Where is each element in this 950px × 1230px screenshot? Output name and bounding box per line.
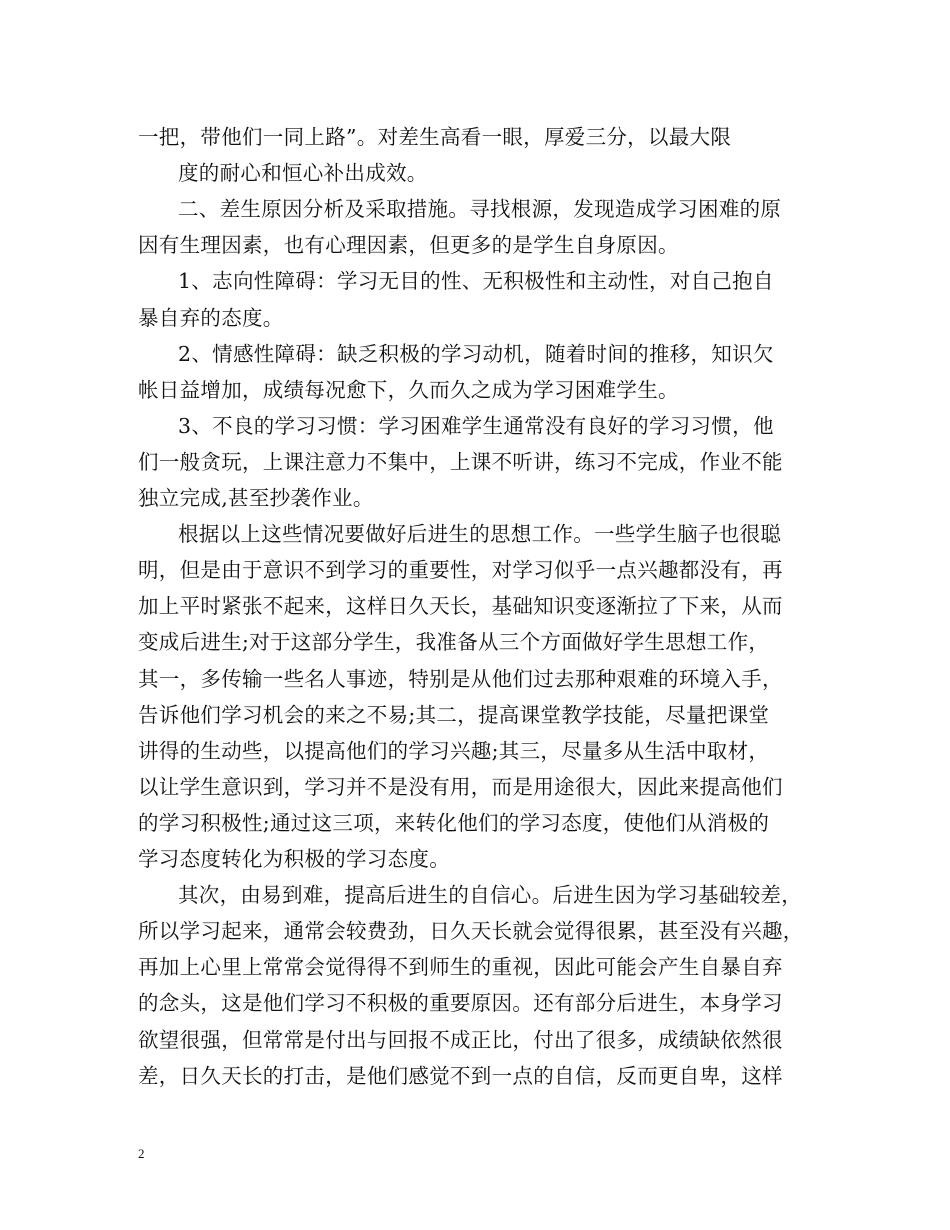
text-line: 其一，多传输一些名人事迹，特别是从他们过去那种艰难的环境入手， bbox=[138, 666, 783, 691]
text-line: 的念头，这是他们学习不积极的重要原因。还有部分后进生，本身学习 bbox=[138, 991, 783, 1016]
text-line: 加上平时紧张不起来，这样日久天长，基础知识变逐渐拉了下来，从而 bbox=[138, 594, 783, 619]
text-line: 变成后进生;对于这部分学生，我准备从三个方面做好学生思想工作， bbox=[138, 630, 770, 655]
text-line: 暴自弃的态度。 bbox=[138, 305, 284, 330]
text-line: 欲望很强，但常常是付出与回报不成正比，付出了很多，成绩缺依然很 bbox=[138, 1027, 783, 1052]
text-line: 告诉他们学习机会的来之不易;其二，提高课堂教学技能，尽量把课堂 bbox=[138, 702, 770, 727]
text-line: 所以学习起来，通常会较费劲，日久天长就会觉得很累，甚至没有兴趣， bbox=[138, 919, 804, 944]
text-line: 再加上心里上常常会觉得得不到师生的重视，因此可能会产生自暴自弃 bbox=[138, 955, 783, 980]
text-line: 以让学生意识到，学习并不是没有用，而是用途很大，因此来提高他们 bbox=[138, 774, 783, 799]
text-line: 明，但是由于意识不到学习的重要性，对学习似乎一点兴趣都没有，再 bbox=[138, 558, 783, 583]
text-line: 1、志向性障碍：学习无目的性、无积极性和主动性，对自己抱自 bbox=[178, 269, 774, 294]
text-line: 二、差生原因分析及采取措施。寻找根源，发现造成学习困难的原 bbox=[178, 197, 782, 222]
text-line: 其次，由易到难，提高后进生的自信心。后进生因为学习基础较差， bbox=[178, 883, 802, 908]
text-line: 独立完成,甚至抄袭作业。 bbox=[138, 486, 374, 510]
text-line: 差，日久天长的打击，是他们感觉不到一点的自信，反而更自卑，这样 bbox=[138, 1063, 783, 1088]
text-line: 3、不良的学习习惯：学习困难学生通常没有良好的学习习惯，他 bbox=[178, 413, 774, 438]
page-number: 2 bbox=[138, 1146, 145, 1161]
text-line: 根据以上这些情况要做好后进生的思想工作。一些学生脑子也很聪 bbox=[178, 522, 782, 547]
text-line: 帐日益增加，成绩每况愈下，久而久之成为学习困难学生。 bbox=[138, 377, 679, 402]
text-line: 们一般贪玩，上课注意力不集中，上课不听讲，练习不完成，作业不能 bbox=[138, 449, 783, 474]
text-line: 一把，带他们一同上路”。对差生高看一眼，厚爱三分，以最大限 bbox=[138, 125, 732, 149]
text-line: 因有生理因素，也有心理因素，但更多的是学生自身原因。 bbox=[138, 233, 679, 258]
text-line: 2、情感性障碍：缺乏积极的学习动机，随着时间的推移，知识欠 bbox=[178, 341, 774, 366]
text-line: 度的耐心和恒心补出成效。 bbox=[178, 161, 428, 186]
text-line: 学习态度转化为积极的学习态度。 bbox=[138, 847, 450, 871]
text-line: 的学习积极性;通过这三项，来转化他们的学习态度，使他们从消极的 bbox=[138, 810, 770, 835]
text-line: 讲得的生动些，以提高他们的学习兴趣;其三，尽量多从生活中取材， bbox=[138, 738, 770, 763]
